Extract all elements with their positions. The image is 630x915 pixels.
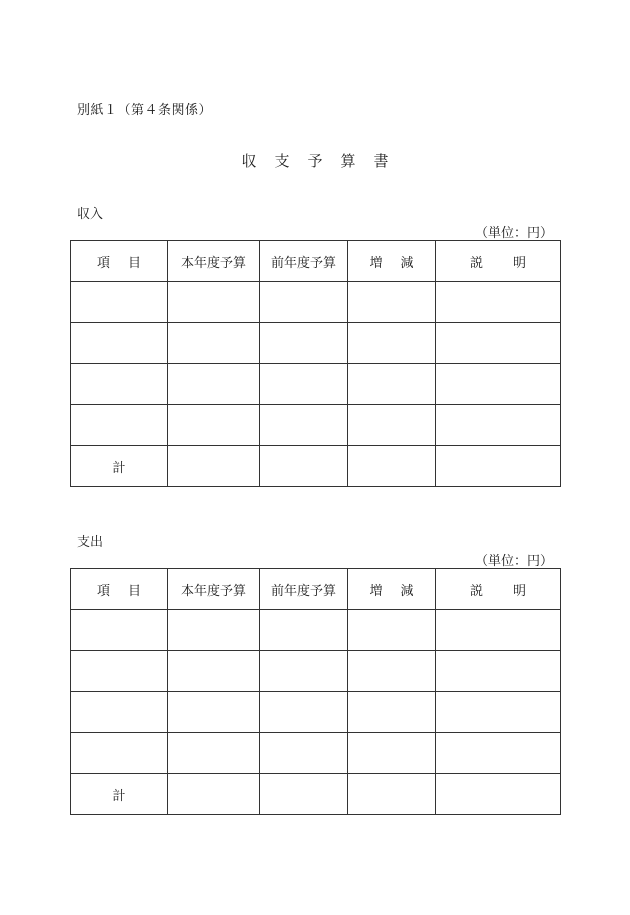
total-label: 計: [71, 774, 168, 815]
header-description: 説明: [436, 241, 561, 282]
income-header-row: [71, 241, 561, 282]
document-title: 収支予算書: [241, 152, 407, 170]
total-description[interactable]: [436, 446, 561, 487]
cell-current-budget[interactable]: [168, 282, 260, 323]
expenditure-unit-label: （単位：円）: [474, 554, 553, 569]
cell-current-budget[interactable]: [168, 364, 260, 405]
cell-previous-budget[interactable]: [260, 282, 348, 323]
cell-description[interactable]: [436, 364, 561, 405]
cell-previous-budget[interactable]: [260, 651, 348, 692]
cell-difference[interactable]: [348, 282, 436, 323]
cell-previous-budget[interactable]: [260, 364, 348, 405]
table-row: [71, 282, 561, 323]
total-previous-budget[interactable]: [260, 446, 348, 487]
table-row: [71, 651, 561, 692]
cell-difference[interactable]: [348, 323, 436, 364]
cell-description[interactable]: [436, 733, 561, 774]
cell-item[interactable]: [71, 323, 168, 364]
cell-description[interactable]: [436, 405, 561, 446]
cell-difference[interactable]: [348, 651, 436, 692]
cell-item[interactable]: [71, 364, 168, 405]
expenditure-table: [70, 568, 561, 815]
table-row: [71, 364, 561, 405]
header-item: 項目: [71, 569, 168, 610]
header-current-budget: 本年度予算: [168, 241, 260, 282]
total-current-budget[interactable]: [168, 446, 260, 487]
cell-difference[interactable]: [348, 405, 436, 446]
total-current-budget[interactable]: [168, 774, 260, 815]
cell-item[interactable]: [71, 733, 168, 774]
income-table: [70, 240, 561, 487]
cell-difference[interactable]: [348, 733, 436, 774]
cell-description[interactable]: [436, 610, 561, 651]
expenditure-header-row: [71, 569, 561, 610]
cell-previous-budget[interactable]: [260, 733, 348, 774]
header-difference: 増減: [348, 241, 436, 282]
header-previous-budget: 前年度予算: [260, 241, 348, 282]
total-description[interactable]: [436, 774, 561, 815]
cell-item[interactable]: [71, 610, 168, 651]
cell-difference[interactable]: [348, 610, 436, 651]
table-row: [71, 692, 561, 733]
expenditure-section-label: 支出: [77, 535, 104, 550]
cell-current-budget[interactable]: [168, 651, 260, 692]
total-difference[interactable]: [348, 446, 436, 487]
cell-current-budget[interactable]: [168, 733, 260, 774]
cell-item[interactable]: [71, 405, 168, 446]
cell-description[interactable]: [436, 692, 561, 733]
income-unit-label: （単位：円）: [474, 226, 553, 241]
cell-item[interactable]: [71, 692, 168, 733]
cell-item[interactable]: [71, 282, 168, 323]
table-row: [71, 610, 561, 651]
total-row: [71, 446, 561, 487]
cell-current-budget[interactable]: [168, 692, 260, 733]
total-difference[interactable]: [348, 774, 436, 815]
cell-difference[interactable]: [348, 692, 436, 733]
table-row: [71, 323, 561, 364]
income-section-label: 収入: [77, 207, 104, 222]
table-row: [71, 405, 561, 446]
cell-previous-budget[interactable]: [260, 692, 348, 733]
cell-current-budget[interactable]: [168, 323, 260, 364]
cell-difference[interactable]: [348, 364, 436, 405]
cell-current-budget[interactable]: [168, 405, 260, 446]
cell-previous-budget[interactable]: [260, 405, 348, 446]
total-row: [71, 774, 561, 815]
cell-item[interactable]: [71, 651, 168, 692]
cell-description[interactable]: [436, 323, 561, 364]
total-label: 計: [71, 446, 168, 487]
header-difference: 増減: [348, 569, 436, 610]
cell-description[interactable]: [436, 651, 561, 692]
header-previous-budget: 前年度予算: [260, 569, 348, 610]
total-previous-budget[interactable]: [260, 774, 348, 815]
header-item: 項目: [71, 241, 168, 282]
cell-previous-budget[interactable]: [260, 323, 348, 364]
cell-current-budget[interactable]: [168, 610, 260, 651]
header-description: 説明: [436, 569, 561, 610]
cell-previous-budget[interactable]: [260, 610, 348, 651]
header-current-budget: 本年度予算: [168, 569, 260, 610]
annex-label: 別紙１（第４条関係）: [77, 103, 213, 118]
table-row: [71, 733, 561, 774]
cell-description[interactable]: [436, 282, 561, 323]
